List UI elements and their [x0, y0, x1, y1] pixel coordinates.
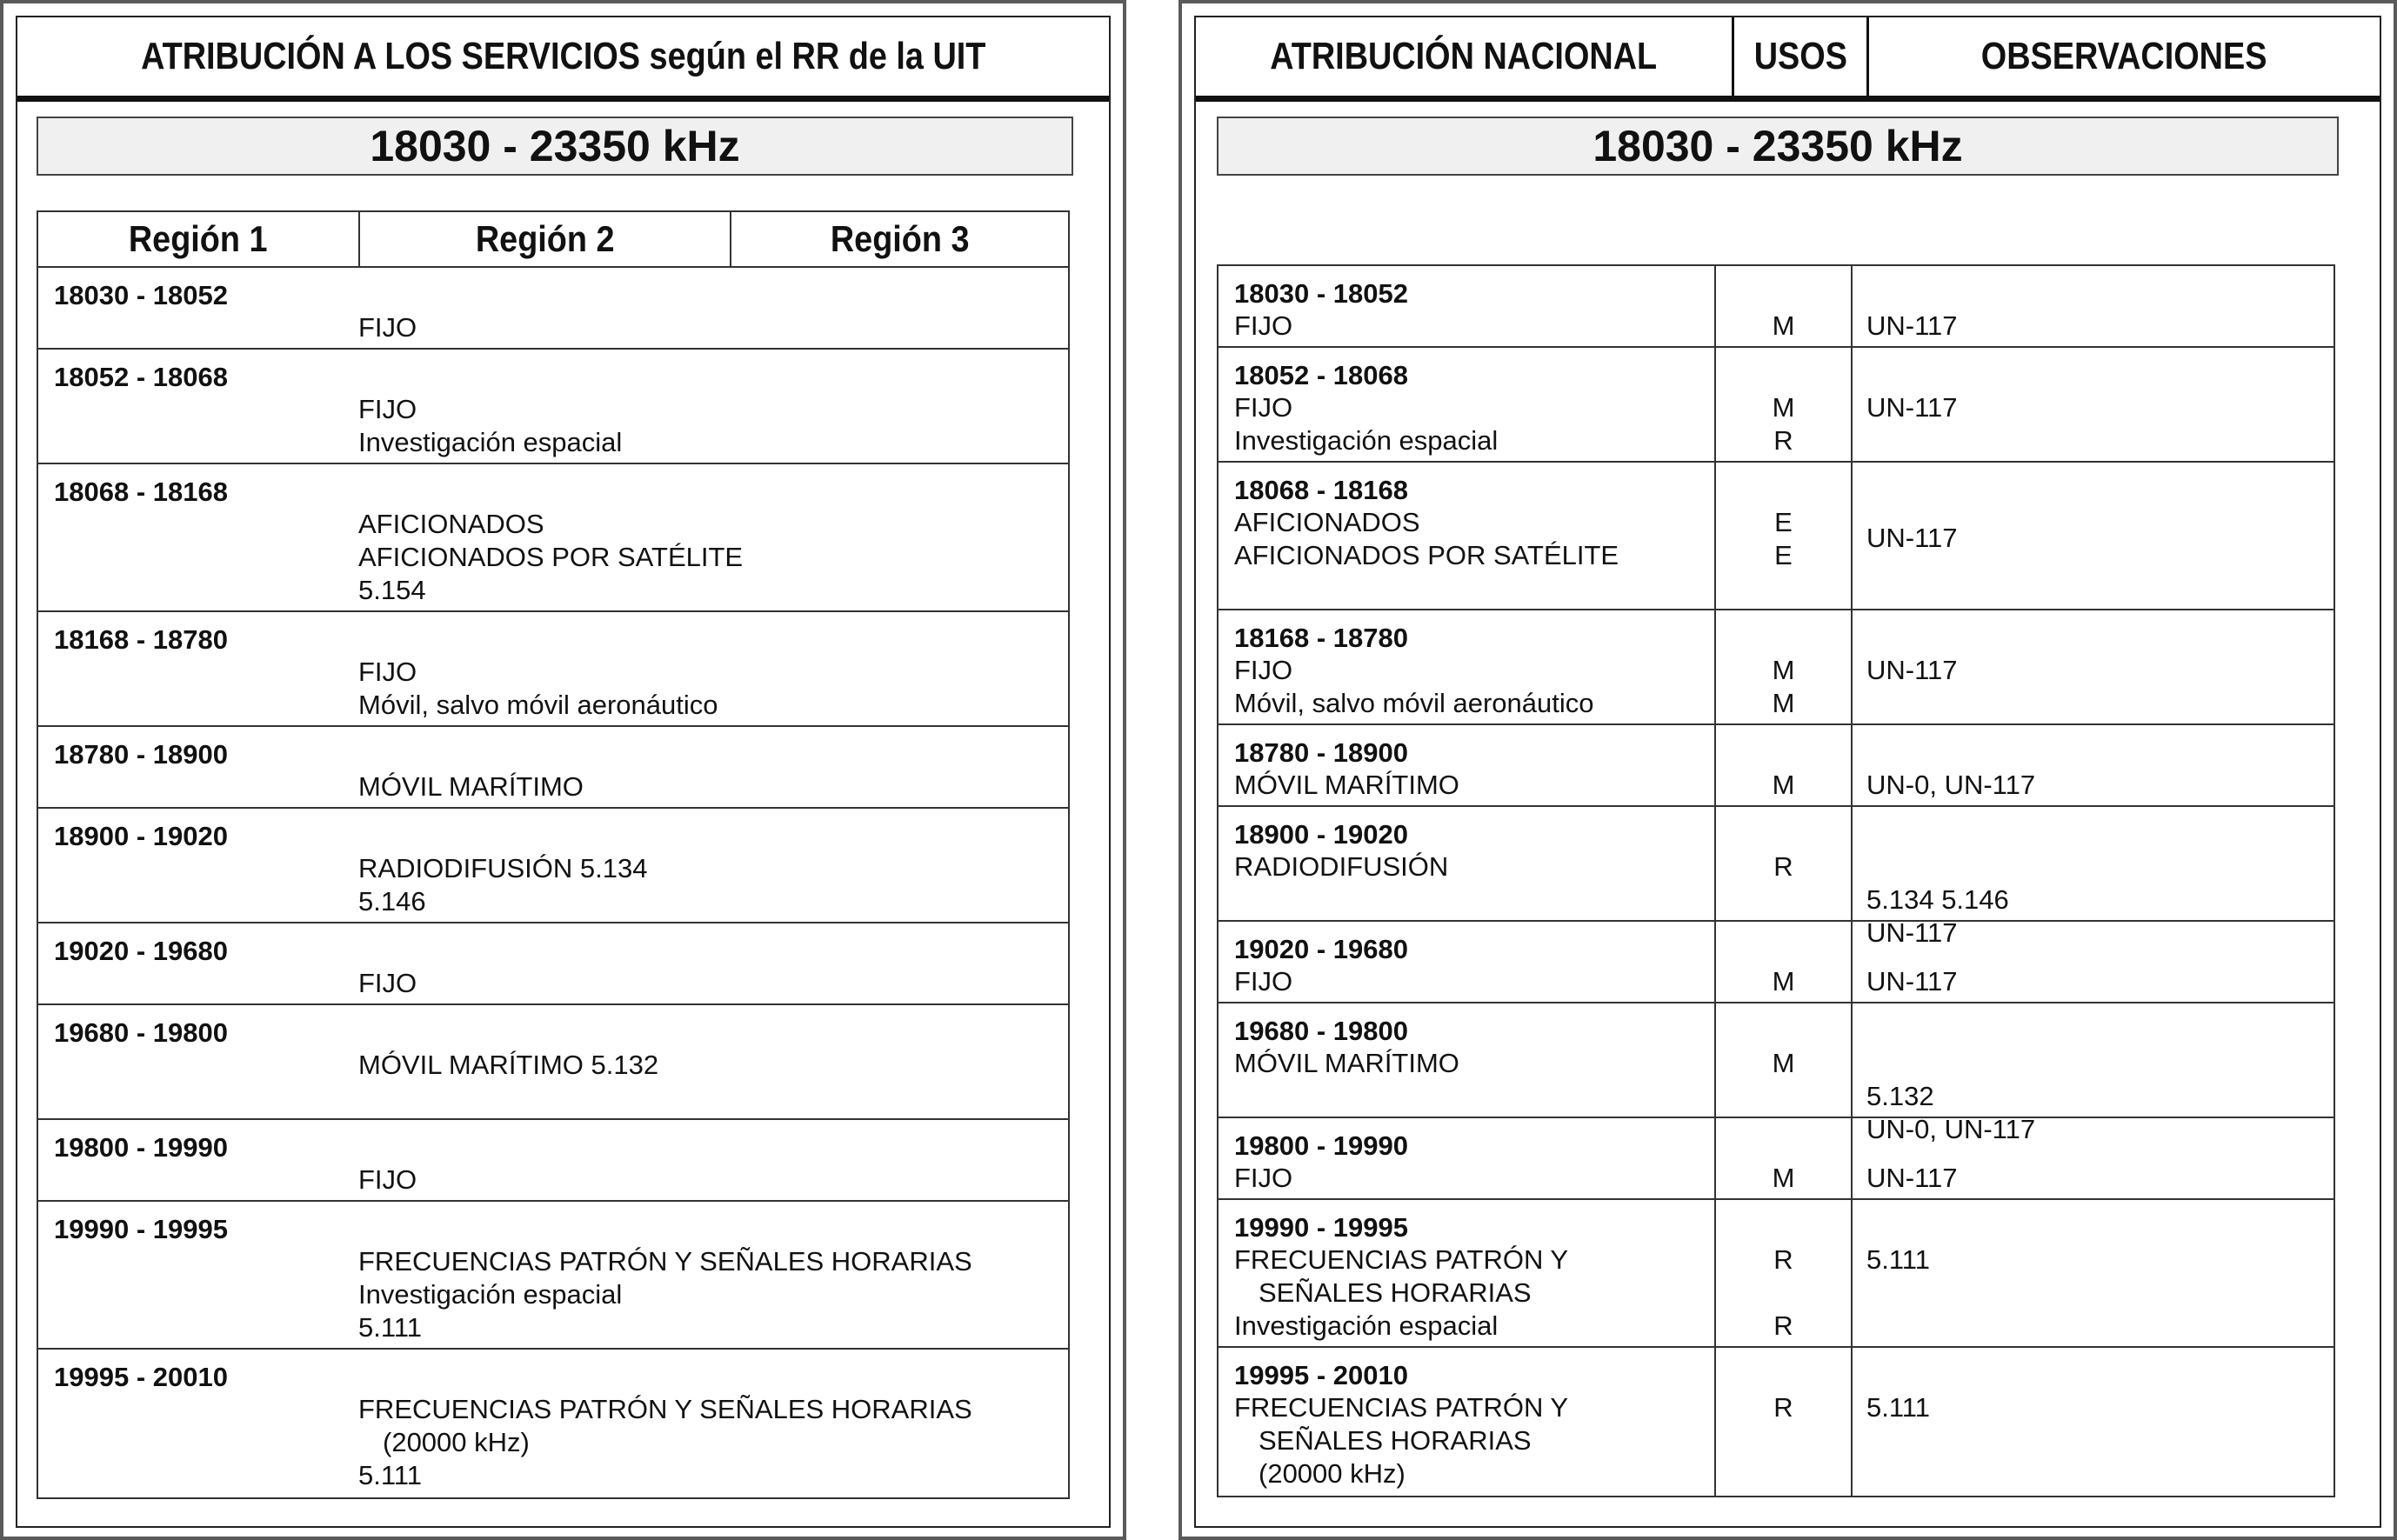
national-row: [1219, 266, 2334, 348]
national-allocation-panel: [1178, 0, 2397, 1540]
service-list: [358, 508, 743, 607]
uso-code: R: [1773, 851, 1793, 882]
service-list: [1234, 850, 1448, 883]
uso-code: M: [1772, 655, 1795, 685]
observation-line: UN-117: [1866, 392, 1958, 423]
service-line: FRECUENCIAS PATRÓN Y: [1234, 1392, 1569, 1423]
usos-header-cell: USOS: [1732, 17, 1866, 96]
observaciones-cell: [1866, 965, 1958, 998]
uso-code: M: [1772, 1163, 1795, 1193]
service-line: 5.111: [358, 1460, 422, 1490]
frequency-range: 18900 - 19020: [1234, 819, 1408, 850]
observation-line: UN-117: [1866, 655, 1958, 685]
usos-cell: [1714, 1200, 1853, 1346]
service-list: [1234, 654, 1594, 720]
frequency-range: 19680 - 19800: [1234, 1016, 1408, 1046]
national-row: [1219, 725, 2334, 807]
frequency-range: 18780 - 18900: [54, 739, 228, 770]
itu-allocation-header: [17, 17, 1109, 102]
observation-line: UN-117: [1866, 310, 1958, 341]
service-line: 5.154: [358, 575, 426, 605]
observation-line: UN-117: [1866, 917, 1958, 948]
service-line: AFICIONADOS POR SATÉLITE: [1234, 540, 1619, 570]
service-line: FIJO: [1234, 966, 1293, 997]
service-line: SEÑALES HORARIAS: [1259, 1277, 1532, 1308]
service-list: [1234, 769, 1459, 802]
service-line: MÓVIL MARÍTIMO: [1234, 770, 1459, 800]
service-line: MÓVIL MARÍTIMO: [1234, 1048, 1459, 1078]
uso-code: M: [1772, 1048, 1795, 1078]
frequency-range: 18030 - 18052: [54, 280, 228, 310]
service-line: Investigación espacial: [358, 1279, 623, 1310]
usos-cell: [1714, 1118, 1853, 1198]
service-line: Investigación espacial: [358, 427, 623, 457]
observation-line: UN-0, UN-117: [1866, 770, 2036, 800]
observaciones-cell: [1866, 1162, 1958, 1195]
service-list: [358, 967, 417, 1000]
observaciones-cell: [1866, 1391, 1930, 1424]
service-line: AFICIONADOS: [358, 509, 544, 539]
frequency-range: 19020 - 19680: [1234, 934, 1408, 964]
service-line: RADIODIFUSIÓN 5.134: [358, 853, 648, 883]
uso-code: E: [1774, 507, 1793, 537]
service-line: FIJO: [1234, 1163, 1293, 1193]
observation-line: UN-0, UN-117: [1866, 1114, 2036, 1144]
allocation-row: [38, 1202, 1068, 1350]
observaciones-cell: [1866, 391, 1958, 424]
observation-line: UN-117: [1866, 523, 1958, 553]
national-allocation-rows: [1219, 266, 2334, 1496]
usos-cell: [1714, 807, 1853, 920]
service-line: FRECUENCIAS PATRÓN Y: [1234, 1244, 1569, 1275]
service-list: [358, 656, 718, 722]
service-line: MÓVIL MARÍTIMO 5.132: [358, 1050, 659, 1080]
observaciones-cell: [1866, 1243, 1930, 1277]
usos-cell: [1714, 463, 1853, 609]
uso-code: M: [1772, 310, 1795, 341]
uso-code: M: [1772, 770, 1795, 800]
frequency-range: 18780 - 18900: [1234, 737, 1408, 768]
national-row: [1219, 922, 2334, 1003]
uso-code: M: [1772, 688, 1795, 718]
frequency-range: 18052 - 18068: [54, 362, 228, 392]
observaciones-cell: [1866, 522, 1958, 555]
region-1-header: Región 1: [129, 218, 268, 259]
service-list: [358, 770, 584, 803]
allocation-row: [38, 727, 1068, 809]
service-list: [1234, 1162, 1292, 1195]
service-line: SEÑALES HORARIAS: [1259, 1425, 1532, 1456]
service-list: [1234, 1243, 1568, 1343]
service-line: RADIODIFUSIÓN: [1234, 851, 1449, 882]
frequency-range: 19990 - 19995: [54, 1214, 228, 1244]
service-list: [358, 1393, 972, 1492]
region-3-header: Región 3: [730, 212, 1068, 266]
uso-code: R: [1773, 1392, 1793, 1423]
observation-line: 5.111: [1866, 1392, 1930, 1423]
allocation-row: [38, 1005, 1068, 1120]
usos-cell: [1714, 1348, 1853, 1496]
frequency-range: 19990 - 19995: [1234, 1212, 1408, 1243]
observation-line: UN-117: [1866, 966, 1958, 997]
frequency-range: 18168 - 18780: [1234, 623, 1408, 653]
service-list: [1234, 1391, 1568, 1490]
service-line: FIJO: [358, 312, 417, 343]
service-list: [358, 311, 417, 344]
usos-cell: [1714, 725, 1853, 805]
allocation-row: [38, 268, 1068, 350]
service-list: [358, 1245, 972, 1344]
national-row: [1219, 610, 2334, 725]
uso-code: R: [1773, 1310, 1793, 1341]
frequency-range: 18168 - 18780: [54, 624, 228, 655]
allocation-row: [38, 809, 1068, 923]
service-list: [1234, 1047, 1459, 1080]
allocation-row: [38, 350, 1068, 464]
national-row: [1219, 807, 2334, 948]
frequency-range: 18900 - 19020: [54, 821, 228, 851]
service-line: (20000 kHz): [1259, 1458, 1405, 1489]
service-line: AFICIONADOS: [1234, 507, 1420, 537]
frequency-range: 19995 - 20010: [1234, 1360, 1408, 1390]
usos-cell: [1714, 610, 1853, 723]
region-2-header: Región 2: [358, 212, 730, 266]
frequency-range: 18068 - 18168: [1234, 475, 1408, 505]
observaciones-cell: [1866, 654, 1958, 687]
uso-code: M: [1772, 392, 1795, 423]
uso-code: E: [1774, 540, 1793, 570]
usos-cell: [1714, 348, 1853, 461]
national-allocation-header: [1196, 17, 2380, 102]
service-list: [1234, 391, 1498, 457]
allocation-row: [38, 464, 1068, 612]
service-line: FRECUENCIAS PATRÓN Y SEÑALES HORARIAS: [358, 1394, 972, 1424]
service-line: FIJO: [358, 394, 417, 424]
frequency-range: 19680 - 19800: [54, 1017, 228, 1048]
national-header-cell: ATRIBUCIÓN NACIONAL: [1270, 35, 1658, 77]
observation-line: 5.132: [1866, 1081, 1934, 1111]
service-line: Investigación espacial: [1234, 425, 1499, 456]
usos-cell: [1714, 266, 1853, 346]
region-header-row: [38, 212, 1068, 268]
service-line: Móvil, salvo móvil aeronáutico: [358, 690, 718, 720]
uso-code: R: [1773, 1244, 1793, 1275]
service-line: FIJO: [1234, 392, 1293, 423]
left-frequency-band: 18030 - 23350 kHz: [37, 117, 1073, 176]
service-list: [358, 1049, 658, 1082]
allocation-row: [38, 1350, 1068, 1497]
service-line: AFICIONADOS POR SATÉLITE: [358, 542, 744, 572]
service-line: FRECUENCIAS PATRÓN Y SEÑALES HORARIAS: [358, 1246, 972, 1277]
usos-cell: [1714, 922, 1853, 1002]
service-list: [1234, 965, 1292, 998]
itu-allocation-panel: [0, 0, 1126, 1540]
observaciones-header-cell: OBSERVACIONES: [1866, 17, 2380, 96]
itu-region-table: [37, 210, 1070, 1499]
national-row: [1219, 1118, 2334, 1200]
right-frequency-band: 18030 - 23350 kHz: [1217, 117, 2339, 176]
observaciones-cell: [1866, 310, 1958, 343]
frequency-range: 19800 - 19990: [54, 1132, 228, 1163]
allocation-row: [38, 1120, 1068, 1202]
observaciones-cell: [1866, 769, 2035, 802]
service-line: (20000 kHz): [383, 1427, 530, 1457]
service-line: Móvil, salvo móvil aeronáutico: [1234, 688, 1594, 718]
service-list: [358, 1163, 417, 1197]
national-row: [1219, 1200, 2334, 1348]
service-line: Investigación espacial: [1234, 1310, 1499, 1341]
service-line: FIJO: [358, 968, 417, 998]
usos-cell: [1714, 1003, 1853, 1117]
frequency-range: 19995 - 20010: [54, 1362, 228, 1392]
frequency-range: 19020 - 19680: [54, 936, 228, 966]
itu-allocation-title: ATRIBUCIÓN A LOS SERVICIOS según el RR de la UIT: [140, 35, 986, 77]
frequency-range: 19800 - 19990: [1234, 1130, 1408, 1161]
service-line: 5.146: [358, 886, 426, 917]
service-list: [358, 852, 647, 918]
national-row: [1219, 1348, 2334, 1496]
uso-code: R: [1773, 425, 1793, 456]
service-line: FIJO: [1234, 310, 1293, 341]
frequency-range: 18068 - 18168: [54, 477, 228, 507]
service-line: 5.111: [358, 1312, 422, 1343]
observation-line: 5.111: [1866, 1244, 1930, 1275]
service-line: FIJO: [358, 1164, 417, 1195]
service-list: [358, 393, 622, 459]
uso-code: M: [1772, 966, 1795, 997]
national-row: [1219, 1003, 2334, 1144]
frequency-range: 18030 - 18052: [1234, 278, 1408, 309]
service-list: [1234, 310, 1292, 343]
frequency-range: 18052 - 18068: [1234, 360, 1408, 390]
service-line: MÓVIL MARÍTIMO: [358, 771, 584, 802]
national-row: [1219, 463, 2334, 610]
service-line: FIJO: [358, 657, 417, 687]
national-row: [1219, 348, 2334, 463]
allocation-row: [38, 923, 1068, 1005]
itu-allocation-rows: [38, 268, 1068, 1497]
observation-line: UN-117: [1866, 1163, 1958, 1193]
national-allocation-table: [1217, 264, 2335, 1497]
service-list: [1234, 506, 1619, 572]
service-line: FIJO: [1234, 655, 1293, 685]
observation-line: 5.134 5.146: [1866, 884, 2009, 915]
allocation-row: [38, 612, 1068, 727]
